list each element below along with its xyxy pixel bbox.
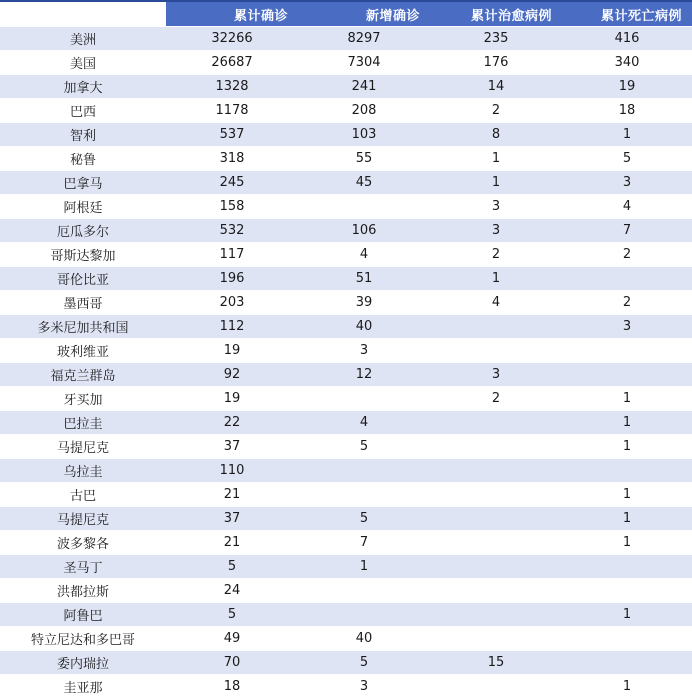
cell-cured: [430, 339, 562, 363]
cell-cured: 1: [430, 147, 562, 171]
cell-deaths: 1: [562, 123, 692, 147]
cell-deaths: 19: [562, 75, 692, 99]
table-row: [0, 27, 692, 51]
cell-region: 阿根廷: [0, 195, 166, 219]
cell-confirmed: 24: [166, 579, 298, 603]
table-row: [0, 99, 692, 123]
cell-confirmed: 21: [166, 483, 298, 507]
cell-deaths: [562, 651, 692, 675]
cell-confirmed: 158: [166, 195, 298, 219]
cell-confirmed: 37: [166, 507, 298, 531]
column-header-confirmed: 累计确诊: [166, 2, 298, 27]
cell-cured: 3: [430, 219, 562, 243]
cell-deaths: [562, 339, 692, 363]
table-row: [0, 363, 692, 387]
cell-new-confirmed: [298, 579, 430, 603]
cell-new-confirmed: 40: [298, 315, 430, 339]
cell-region: 乌拉圭: [0, 459, 166, 483]
cell-confirmed: 70: [166, 651, 298, 675]
column-header-deaths: 累计死亡病例: [562, 2, 692, 27]
cell-new-confirmed: 12: [298, 363, 430, 387]
cell-cured: 2: [430, 99, 562, 123]
table-row: [0, 315, 692, 339]
cell-new-confirmed: [298, 387, 430, 411]
cell-cured: [430, 627, 562, 651]
cell-cured: 235: [430, 27, 562, 51]
table-body: [0, 27, 692, 699]
cell-confirmed: 1328: [166, 75, 298, 99]
cell-cured: 3: [430, 195, 562, 219]
cell-cured: [430, 315, 562, 339]
cell-cured: [430, 459, 562, 483]
cell-new-confirmed: 8297: [298, 27, 430, 51]
cell-region: 马提尼克: [0, 507, 166, 531]
cell-new-confirmed: [298, 195, 430, 219]
cell-new-confirmed: [298, 483, 430, 507]
cell-new-confirmed: 4: [298, 411, 430, 435]
cell-confirmed: 117: [166, 243, 298, 267]
cell-new-confirmed: [298, 603, 430, 627]
cell-confirmed: 532: [166, 219, 298, 243]
cell-region: 厄瓜多尔: [0, 219, 166, 243]
cell-new-confirmed: 3: [298, 675, 430, 699]
cell-deaths: [562, 363, 692, 387]
cell-deaths: 340: [562, 51, 692, 75]
cell-cured: 2: [430, 387, 562, 411]
cell-region: 智利: [0, 123, 166, 147]
cell-confirmed: 110: [166, 459, 298, 483]
cell-new-confirmed: [298, 459, 430, 483]
table-row: [0, 123, 692, 147]
cell-region: 玻利维亚: [0, 339, 166, 363]
table-row: [0, 459, 692, 483]
cell-deaths: 1: [562, 483, 692, 507]
cell-new-confirmed: 39: [298, 291, 430, 315]
cell-new-confirmed: 103: [298, 123, 430, 147]
cell-region: 多米尼加共和国: [0, 315, 166, 339]
cell-deaths: 1: [562, 411, 692, 435]
cell-cured: [430, 603, 562, 627]
cell-region: 古巴: [0, 483, 166, 507]
table-row: [0, 435, 692, 459]
cell-confirmed: 318: [166, 147, 298, 171]
cell-region: 巴拉圭: [0, 411, 166, 435]
table-row: [0, 339, 692, 363]
table-row: [0, 555, 692, 579]
cell-region: 巴西: [0, 99, 166, 123]
cell-new-confirmed: 208: [298, 99, 430, 123]
cell-cured: 1: [430, 267, 562, 291]
cell-deaths: [562, 555, 692, 579]
cell-region: 牙买加: [0, 387, 166, 411]
cell-region: 马提尼克: [0, 435, 166, 459]
table-row: [0, 171, 692, 195]
cell-region: 加拿大: [0, 75, 166, 99]
cell-cured: [430, 531, 562, 555]
cell-confirmed: 196: [166, 267, 298, 291]
cell-confirmed: 203: [166, 291, 298, 315]
cell-deaths: 5: [562, 147, 692, 171]
cell-new-confirmed: 51: [298, 267, 430, 291]
cell-new-confirmed: 1: [298, 555, 430, 579]
cell-region: 哥伦比亚: [0, 267, 166, 291]
cell-region: 秘鲁: [0, 147, 166, 171]
cell-cured: [430, 411, 562, 435]
cell-deaths: 1: [562, 603, 692, 627]
table-header: [0, 2, 692, 27]
cell-confirmed: 18: [166, 675, 298, 699]
table-row: [0, 195, 692, 219]
cell-region: 特立尼达和多巴哥: [0, 627, 166, 651]
cell-confirmed: 37: [166, 435, 298, 459]
cell-deaths: [562, 579, 692, 603]
cell-confirmed: 1178: [166, 99, 298, 123]
cell-new-confirmed: 5: [298, 651, 430, 675]
cell-new-confirmed: 3: [298, 339, 430, 363]
cell-region: 墨西哥: [0, 291, 166, 315]
table-row: [0, 579, 692, 603]
cell-deaths: [562, 627, 692, 651]
cell-cured: 2: [430, 243, 562, 267]
table-row: [0, 603, 692, 627]
cell-deaths: 3: [562, 171, 692, 195]
column-header-cured: 累计治愈病例: [430, 2, 562, 27]
table-header-row: [0, 2, 692, 27]
cell-deaths: 2: [562, 291, 692, 315]
cell-cured: [430, 483, 562, 507]
statistics-table: [0, 2, 692, 699]
cell-new-confirmed: 241: [298, 75, 430, 99]
table-row: [0, 267, 692, 291]
table-row: [0, 243, 692, 267]
cell-confirmed: 19: [166, 339, 298, 363]
cell-deaths: 1: [562, 435, 692, 459]
cell-new-confirmed: 7: [298, 531, 430, 555]
table-row: [0, 51, 692, 75]
cell-deaths: [562, 267, 692, 291]
column-header-new-confirmed: 新增确诊: [298, 2, 430, 27]
column-header-region: [0, 2, 166, 27]
table-row: [0, 75, 692, 99]
cell-deaths: 1: [562, 387, 692, 411]
cell-cured: 15: [430, 651, 562, 675]
cell-cured: 3: [430, 363, 562, 387]
cell-region: 哥斯达黎加: [0, 243, 166, 267]
cell-deaths: 416: [562, 27, 692, 51]
cell-confirmed: 21: [166, 531, 298, 555]
cell-deaths: 18: [562, 99, 692, 123]
cell-new-confirmed: 7304: [298, 51, 430, 75]
cell-confirmed: 26687: [166, 51, 298, 75]
cell-deaths: 1: [562, 675, 692, 699]
cell-cured: 14: [430, 75, 562, 99]
cell-deaths: 4: [562, 195, 692, 219]
table-row: [0, 675, 692, 699]
table-row: [0, 219, 692, 243]
table-row: [0, 147, 692, 171]
cell-region: 圭亚那: [0, 675, 166, 699]
cell-confirmed: 112: [166, 315, 298, 339]
cell-confirmed: 245: [166, 171, 298, 195]
cell-region: 巴拿马: [0, 171, 166, 195]
table-row: [0, 291, 692, 315]
cell-cured: 176: [430, 51, 562, 75]
cell-cured: 8: [430, 123, 562, 147]
cell-region: 圣马丁: [0, 555, 166, 579]
cell-region: 波多黎各: [0, 531, 166, 555]
cell-confirmed: 5: [166, 603, 298, 627]
cell-new-confirmed: 5: [298, 435, 430, 459]
cell-region: 洪都拉斯: [0, 579, 166, 603]
cell-cured: 1: [430, 171, 562, 195]
cell-confirmed: 49: [166, 627, 298, 651]
table-row: [0, 531, 692, 555]
table-row: [0, 507, 692, 531]
table-row: [0, 387, 692, 411]
cell-cured: 4: [430, 291, 562, 315]
cell-region: 福克兰群岛: [0, 363, 166, 387]
table-row: [0, 411, 692, 435]
cell-new-confirmed: 106: [298, 219, 430, 243]
cell-region: 阿鲁巴: [0, 603, 166, 627]
cell-new-confirmed: 4: [298, 243, 430, 267]
cell-cured: [430, 435, 562, 459]
cell-cured: [430, 675, 562, 699]
cell-cured: [430, 579, 562, 603]
cell-cured: [430, 555, 562, 579]
cell-confirmed: 537: [166, 123, 298, 147]
cell-new-confirmed: 55: [298, 147, 430, 171]
cell-deaths: 7: [562, 219, 692, 243]
cell-deaths: [562, 459, 692, 483]
table-row: [0, 651, 692, 675]
cell-region: 美洲: [0, 27, 166, 51]
cell-confirmed: 19: [166, 387, 298, 411]
cell-new-confirmed: 40: [298, 627, 430, 651]
cell-region: 委内瑞拉: [0, 651, 166, 675]
cell-confirmed: 92: [166, 363, 298, 387]
cell-new-confirmed: 45: [298, 171, 430, 195]
table-row: [0, 627, 692, 651]
cell-confirmed: 5: [166, 555, 298, 579]
cell-new-confirmed: 5: [298, 507, 430, 531]
cell-deaths: 2: [562, 243, 692, 267]
cell-confirmed: 22: [166, 411, 298, 435]
cell-region: 美国: [0, 51, 166, 75]
cell-deaths: 3: [562, 315, 692, 339]
cell-confirmed: 32266: [166, 27, 298, 51]
table-row: [0, 483, 692, 507]
cell-cured: [430, 507, 562, 531]
cell-deaths: 1: [562, 531, 692, 555]
cell-deaths: 1: [562, 507, 692, 531]
